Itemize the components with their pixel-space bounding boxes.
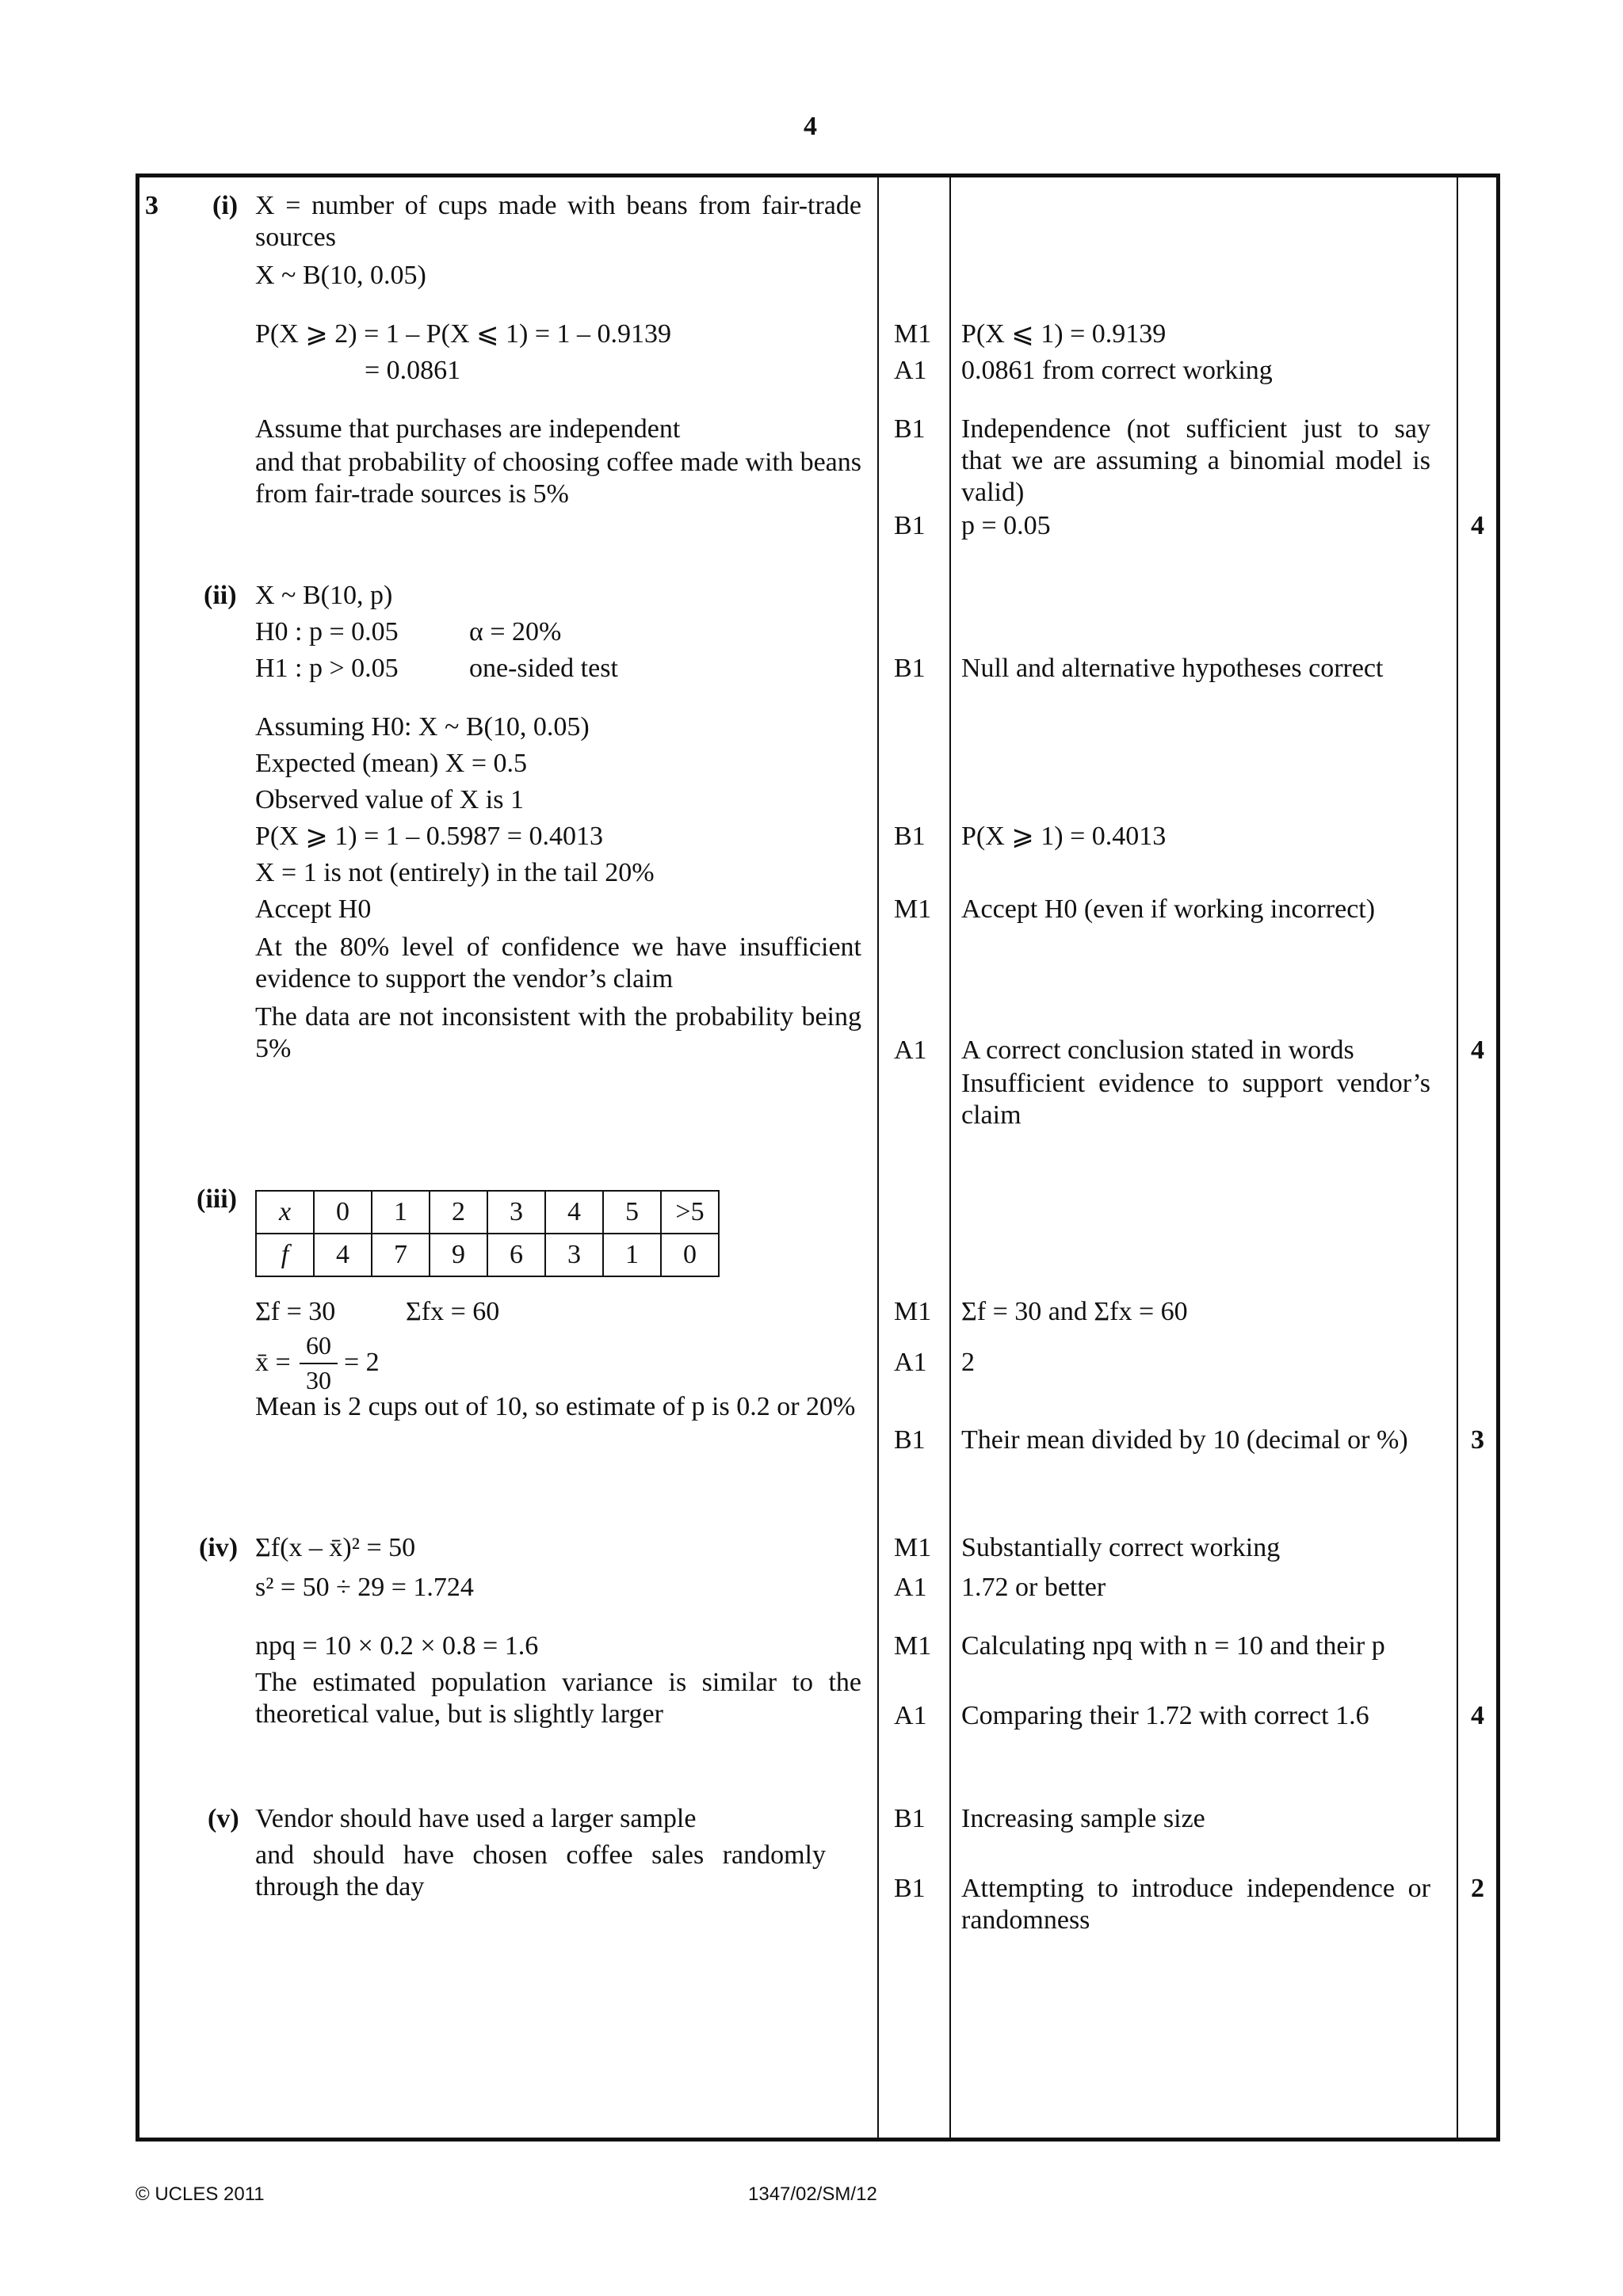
- mark-ii-2: B1: [894, 822, 926, 851]
- part-i-calc-1: P(X ⩾ 2) = 1 – P(X ⩽ 1) = 1 – 0.9139: [255, 319, 672, 349]
- note-i-3: Independence (not sufficient just to say that we are assuming a binomial model is valid): [961, 414, 1430, 507]
- note-ii-4: A correct conclusion stated in words: [961, 1035, 1354, 1065]
- table-cell: 9: [430, 1234, 487, 1276]
- table-cell: 3: [545, 1234, 603, 1276]
- total-iii: 3: [1471, 1425, 1484, 1455]
- part-ii-test: one-sided test: [469, 654, 618, 683]
- note-iv-4: Comparing their 1.72 with correct 1.6: [961, 1701, 1369, 1730]
- part-iv-line-2: s² = 50 ÷ 29 = 1.724: [255, 1573, 474, 1602]
- part-i-assume-2: and that probability of choosing coffee made with beans from fair-trade sources is 5%: [255, 448, 861, 509]
- mark-ii-1: B1: [894, 654, 926, 683]
- mark-ii-4: A1: [894, 1035, 927, 1065]
- part-label-iii: (iii): [197, 1184, 237, 1214]
- part-i-assume-1: Assume that purchases are independent: [255, 414, 681, 444]
- mark-iv-2: A1: [894, 1573, 927, 1602]
- part-v-line-2: and should have chosen coffee sales randomly through the day: [255, 1840, 826, 1901]
- table-cell: 3: [487, 1191, 545, 1234]
- table-border-top: [136, 174, 1500, 177]
- table-cell: 4: [545, 1191, 603, 1234]
- part-iv-line-1: Σf(x – x̄)² = 50: [255, 1533, 416, 1562]
- part-iii-sum-f: Σf = 30: [255, 1297, 336, 1326]
- column-divider-total: [1457, 176, 1458, 2139]
- part-iii-estimate: Mean is 2 cups out of 10, so estimate of p is 0.2 or 20%: [255, 1392, 856, 1421]
- table-cell: 5: [603, 1191, 661, 1234]
- part-label-ii: (ii): [204, 581, 237, 610]
- table-cell: 7: [372, 1234, 430, 1276]
- note-iv-2: 1.72 or better: [961, 1573, 1106, 1602]
- note-ii-2: P(X ⩾ 1) = 0.4013: [961, 822, 1167, 851]
- part-ii-alpha: α = 20%: [469, 617, 562, 646]
- note-iii-2: 2: [961, 1348, 975, 1377]
- total-ii: 4: [1471, 1035, 1484, 1065]
- note-v-1: Increasing sample size: [961, 1804, 1205, 1833]
- total-v: 2: [1471, 1874, 1484, 1903]
- mark-i-4: B1: [894, 511, 926, 540]
- table-cell: 4: [314, 1234, 372, 1276]
- table-border-bottom: [136, 2138, 1500, 2142]
- part-ii-line-6: Accept H0: [255, 894, 372, 924]
- mark-iv-3: M1: [894, 1631, 932, 1661]
- footer-paper-code: 1347/02/SM/12: [748, 2183, 877, 2205]
- part-ii-line-2: Expected (mean) X = 0.5: [255, 749, 527, 778]
- mark-iii-3: B1: [894, 1425, 926, 1455]
- note-ii-1: Null and alternative hypotheses correct: [961, 654, 1384, 683]
- part-label-iv: (iv): [199, 1533, 239, 1562]
- part-i-calc-2: = 0.0861: [365, 356, 461, 385]
- note-iii-1: Σf = 30 and Σfx = 60: [961, 1297, 1188, 1326]
- mark-i-3: B1: [894, 414, 926, 444]
- part-ii-line-3: Observed value of X is 1: [255, 785, 524, 814]
- mark-iv-4: A1: [894, 1701, 927, 1730]
- footer-copyright: © UCLES 2011: [136, 2183, 265, 2205]
- note-iv-3: Calculating npq with n = 10 and their p: [961, 1631, 1385, 1661]
- table-row-f: [256, 1234, 719, 1276]
- part-ii-line-5: X = 1 is not (entirely) in the tail 20%: [255, 858, 655, 887]
- part-label-v: (v): [208, 1804, 239, 1833]
- table-cell: 2: [430, 1191, 487, 1234]
- mark-v-2: B1: [894, 1874, 926, 1903]
- table-border-left: [136, 174, 139, 2142]
- mark-i-1: M1: [894, 319, 932, 349]
- note-v-2: Attempting to introduce independence or randomness: [961, 1874, 1430, 1935]
- part-iii-mean-rhs: = 2: [344, 1348, 380, 1377]
- mark-iii-1: M1: [894, 1297, 932, 1326]
- table-header-x: x: [256, 1191, 314, 1234]
- mark-iii-2: A1: [894, 1348, 927, 1377]
- table-row-x: [256, 1191, 719, 1234]
- part-i-distribution: X ~ B(10, 0.05): [255, 261, 426, 290]
- part-label-i: (i): [212, 191, 239, 220]
- part-ii-h0: H0 : p = 0.05: [255, 617, 399, 646]
- table-cell: 1: [603, 1234, 661, 1276]
- table-cell: 1: [372, 1191, 430, 1234]
- mark-ii-3: M1: [894, 894, 932, 924]
- total-i: 4: [1471, 511, 1484, 540]
- fraction-bar: [300, 1363, 338, 1364]
- note-i-2: 0.0861 from correct working: [961, 356, 1273, 385]
- mark-i-2: A1: [894, 356, 927, 385]
- note-i-1: P(X ⩽ 1) = 0.9139: [961, 319, 1167, 349]
- table-cell: 6: [487, 1234, 545, 1276]
- table-border-right: [1496, 174, 1500, 2142]
- part-ii-line-1: Assuming H0: X ~ B(10, 0.05): [255, 712, 590, 742]
- note-ii-3: Accept H0 (even if working incorrect): [961, 894, 1376, 924]
- part-i-definition: X = number of cups made with beans from fair-trade sources: [255, 191, 861, 252]
- part-ii-line-4: P(X ⩾ 1) = 1 – 0.5987 = 0.4013: [255, 822, 603, 851]
- part-iv-line-3: npq = 10 × 0.2 × 0.8 = 1.6: [255, 1631, 539, 1661]
- part-iii-mean-denominator: 30: [306, 1366, 331, 1394]
- note-ii-5: Insufficient evidence to support vendor’s claim: [961, 1069, 1430, 1130]
- column-divider-notes: [949, 176, 951, 2139]
- mark-iv-1: M1: [894, 1533, 932, 1562]
- part-iv-line-4: The estimated population variance is similar to the theoretical value, but is slightly larger: [255, 1668, 861, 1729]
- part-v-line-1: Vendor should have used a larger sample: [255, 1804, 697, 1833]
- question-number: 3: [145, 191, 158, 220]
- table-cell: 0: [314, 1191, 372, 1234]
- table-cell: 0: [661, 1234, 719, 1276]
- total-iv: 4: [1471, 1701, 1484, 1730]
- part-iii-mean-numerator: 60: [306, 1331, 331, 1360]
- frequency-table: [255, 1190, 720, 1277]
- part-iii-mean-lhs: x̄ =: [255, 1348, 291, 1377]
- part-ii-line-7: At the 80% level of confidence we have insufficient evidence to support the vendor’s claim: [255, 933, 861, 994]
- table-cell: >5: [661, 1191, 719, 1234]
- note-iv-1: Substantially correct working: [961, 1533, 1281, 1562]
- note-iii-3: Their mean divided by 10 (decimal or %): [961, 1425, 1408, 1455]
- part-ii-model: X ~ B(10, p): [255, 581, 393, 610]
- note-i-4: p = 0.05: [961, 511, 1051, 540]
- part-iii-sum-fx: Σfx = 60: [406, 1297, 500, 1326]
- column-divider-marks: [877, 176, 879, 2139]
- mark-v-1: B1: [894, 1804, 926, 1833]
- part-ii-line-8: The data are not inconsistent with the probability being 5%: [255, 1002, 861, 1063]
- part-ii-h1: H1 : p > 0.05: [255, 654, 399, 683]
- table-header-f: f: [256, 1234, 314, 1276]
- page-number: 4: [804, 112, 817, 141]
